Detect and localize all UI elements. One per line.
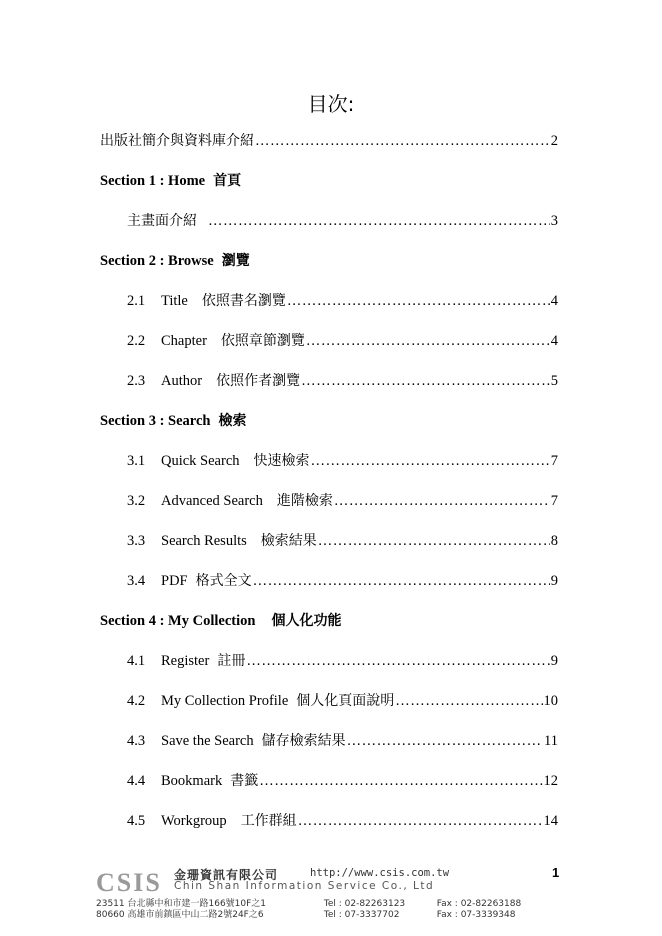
section-title-zh: 檢索 xyxy=(218,413,247,429)
toc-intro[interactable] xyxy=(100,130,558,150)
toc-entry-zh: 工作群組 xyxy=(240,813,297,829)
toc-page-number: 7 xyxy=(550,493,558,509)
toc-entry[interactable] xyxy=(127,690,558,710)
section-title-zh: 首頁 xyxy=(213,173,242,189)
toc-entry-zh: 快速檢索 xyxy=(253,453,310,469)
section-title-zh: 瀏覽 xyxy=(221,253,250,269)
address-1: 23511 台北縣中和市建一路166號10F之1 xyxy=(96,899,267,909)
toc-entry-zh: 個人化頁面說明 xyxy=(296,693,395,709)
toc-entry-number: 3.4 xyxy=(127,573,146,589)
toc-entry-en: PDF xyxy=(161,573,188,589)
leader-dots xyxy=(255,133,550,150)
toc-entry-en: Register xyxy=(161,653,210,669)
toc-entry-zh: 依照作者瀏覽 xyxy=(216,373,301,389)
toc-entry-number: 4.2 xyxy=(127,693,146,709)
address-2: 80660 高雄市前鎮區中山二路2號24F之6 xyxy=(96,910,264,920)
toc-page-number: 2 xyxy=(550,133,558,149)
leader-dots xyxy=(334,493,550,510)
toc-entry[interactable] xyxy=(127,330,558,350)
page-title: 目次: xyxy=(307,92,355,116)
toc-page-number: 10 xyxy=(543,693,558,709)
toc-entry-en: Title xyxy=(161,293,188,309)
page-number: 1 xyxy=(552,865,560,880)
toc-entry-en: Chapter xyxy=(161,333,207,349)
fax-2: Fax : 07-3339348 xyxy=(436,910,516,920)
toc-entry-en: Save the Search xyxy=(161,733,254,749)
toc-entry-number: 3.1 xyxy=(127,453,146,469)
toc-entry-en: Quick Search xyxy=(161,453,240,469)
toc-page-number: 14 xyxy=(543,813,558,829)
toc-page-number: 7 xyxy=(550,453,558,469)
section-title-zh: 個人化功能 xyxy=(271,613,342,629)
toc-entry-number: 2.2 xyxy=(127,333,146,349)
leader-dots xyxy=(253,573,550,590)
toc-page-number: 12 xyxy=(543,773,558,789)
leader-dots xyxy=(298,813,543,830)
toc-page-number: 8 xyxy=(550,533,558,549)
toc-entry[interactable] xyxy=(127,450,558,470)
section-heading[interactable] xyxy=(100,250,250,270)
toc-entry[interactable] xyxy=(127,770,558,790)
toc-entry-number: 2.3 xyxy=(127,373,146,389)
toc-entry-en: Workgroup xyxy=(161,813,227,829)
toc-entry[interactable] xyxy=(127,810,558,830)
toc-entry[interactable] xyxy=(127,490,558,510)
toc-entry-number: 3.3 xyxy=(127,533,146,549)
company-name-zh: 金珊資訊有限公司 xyxy=(174,868,279,882)
toc-entry-number: 4.5 xyxy=(127,813,146,829)
leader-dots xyxy=(395,693,542,710)
leader-dots xyxy=(208,213,550,230)
leader-dots xyxy=(259,773,542,790)
section-heading[interactable] xyxy=(100,170,241,190)
section-title: Section 1 : Home xyxy=(100,173,206,189)
toc-entry[interactable] xyxy=(127,650,558,670)
toc-entry-zh: 進階檢索 xyxy=(276,493,333,509)
leader-dots xyxy=(318,533,550,550)
company-url[interactable]: http://www.csis.com.tw xyxy=(310,867,450,879)
toc-entry-en: Bookmark xyxy=(161,773,223,789)
toc-page-number: 9 xyxy=(550,653,558,669)
toc-entry[interactable] xyxy=(127,730,558,750)
section-title: Section 2 : Browse xyxy=(100,253,214,269)
toc-page-number: 5 xyxy=(550,373,558,389)
company-name-en: Chin Shan Information Service Co., Ltd xyxy=(174,880,435,892)
tel-2: Tel : 07-3337702 xyxy=(323,910,400,920)
leader-dots xyxy=(287,293,550,310)
toc-entry-number: 2.1 xyxy=(127,293,146,309)
toc-entry-number: 4.3 xyxy=(127,733,146,749)
toc-entry[interactable] xyxy=(127,570,558,590)
toc-entry-zh: 依照書名瀏覽 xyxy=(201,293,286,309)
toc-entry-en: Advanced Search xyxy=(161,493,263,509)
toc-entry-zh: 格式全文 xyxy=(195,573,252,589)
leader-dots xyxy=(311,453,550,470)
section-heading[interactable] xyxy=(100,610,341,630)
footer-company-block xyxy=(96,866,541,918)
toc-entry[interactable] xyxy=(127,530,558,550)
toc-page-number: 4 xyxy=(550,333,558,349)
toc-entry-zh: 儲存檢索結果 xyxy=(261,733,346,749)
toc-entry-en: Author xyxy=(161,373,203,389)
toc-entry[interactable] xyxy=(127,370,558,390)
fax-1: Fax : 02-82263188 xyxy=(436,899,522,909)
tel-1: Tel : 02-82263123 xyxy=(323,899,406,909)
leader-dots xyxy=(246,653,549,670)
toc-entry-en: Search Results xyxy=(161,533,247,549)
toc-entry[interactable] xyxy=(127,210,558,230)
toc-entry-zh: 依照章節瀏覽 xyxy=(220,333,305,349)
leader-dots xyxy=(306,333,550,350)
toc-page-number: 11 xyxy=(544,733,558,749)
leader-dots xyxy=(347,733,543,750)
section-title: Section 4 : My Collection xyxy=(100,613,256,629)
toc-page-number: 3 xyxy=(550,213,558,229)
toc-page-number: 4 xyxy=(550,293,558,309)
toc-intro-label: 出版社簡介與資料庫介紹 xyxy=(100,133,254,149)
toc-entry-zh: 註冊 xyxy=(217,653,246,669)
toc-entry-zh: 主畫面介紹 xyxy=(127,213,197,229)
toc-entry-zh: 書籤 xyxy=(230,773,259,789)
section-title: Section 3 : Search xyxy=(100,413,211,429)
section-heading[interactable] xyxy=(100,410,247,430)
address-line-2 xyxy=(96,907,515,920)
toc-page-number: 9 xyxy=(550,573,558,589)
toc-entry-number: 4.1 xyxy=(127,653,146,669)
toc-entry[interactable] xyxy=(127,290,558,310)
leader-dots xyxy=(301,373,550,390)
toc-entry-number: 4.4 xyxy=(127,773,146,789)
company-logo: CSIS xyxy=(96,868,162,897)
toc-entry-number: 3.2 xyxy=(127,493,146,509)
toc-entry-zh: 檢索結果 xyxy=(260,533,317,549)
toc-entry-en: My Collection Profile xyxy=(161,693,289,709)
